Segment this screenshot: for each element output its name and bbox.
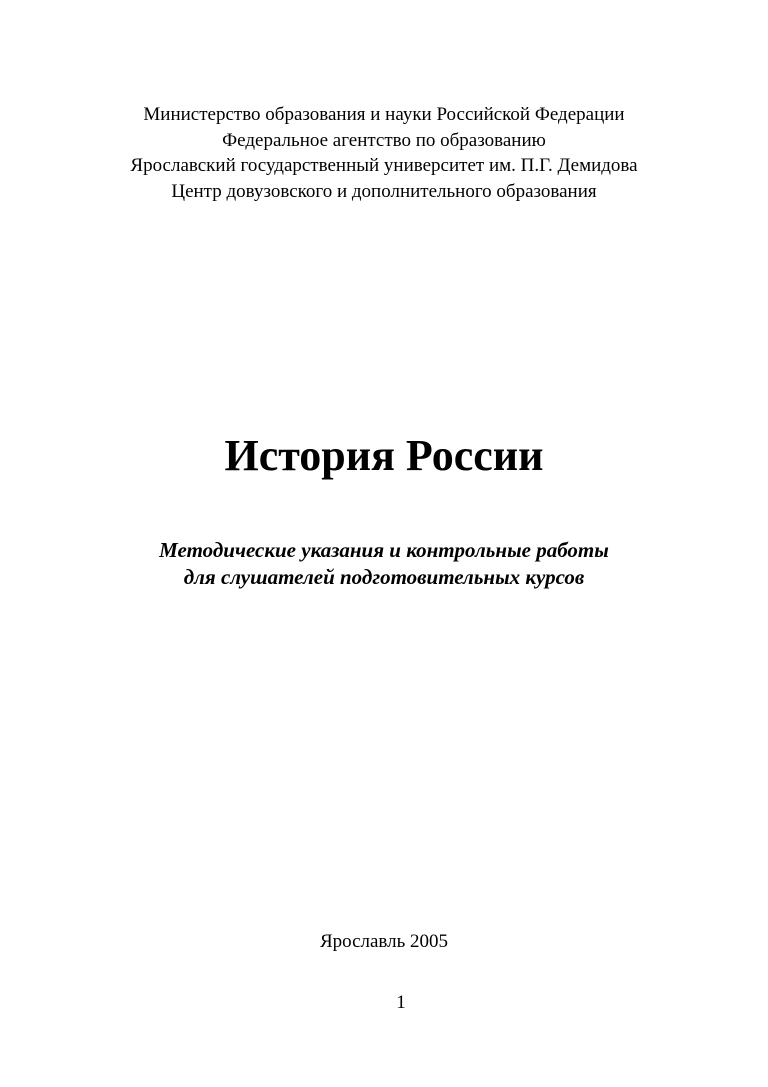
city-year: Ярославль 2005 bbox=[319, 931, 449, 952]
header-line-center: Центр довузовского и дополнительного образования bbox=[171, 180, 597, 202]
header-line-university: Ярославский государственный университет им. П.Г. Демидова bbox=[130, 155, 638, 176]
institution-header bbox=[0, 102, 768, 204]
subtitle-line-2: для слушателей подготовительных курсов bbox=[183, 565, 585, 589]
header-line-ministry: Министерство образования и науки Российской Федерации bbox=[143, 104, 625, 125]
page-number: 1 bbox=[396, 992, 406, 1013]
document-title: История России bbox=[224, 431, 544, 480]
document-subtitle bbox=[0, 537, 768, 591]
subtitle-line-1: Методические указания и контрольные работы bbox=[159, 538, 609, 562]
header-line-agency: Федеральное агентство по образованию bbox=[222, 129, 546, 151]
